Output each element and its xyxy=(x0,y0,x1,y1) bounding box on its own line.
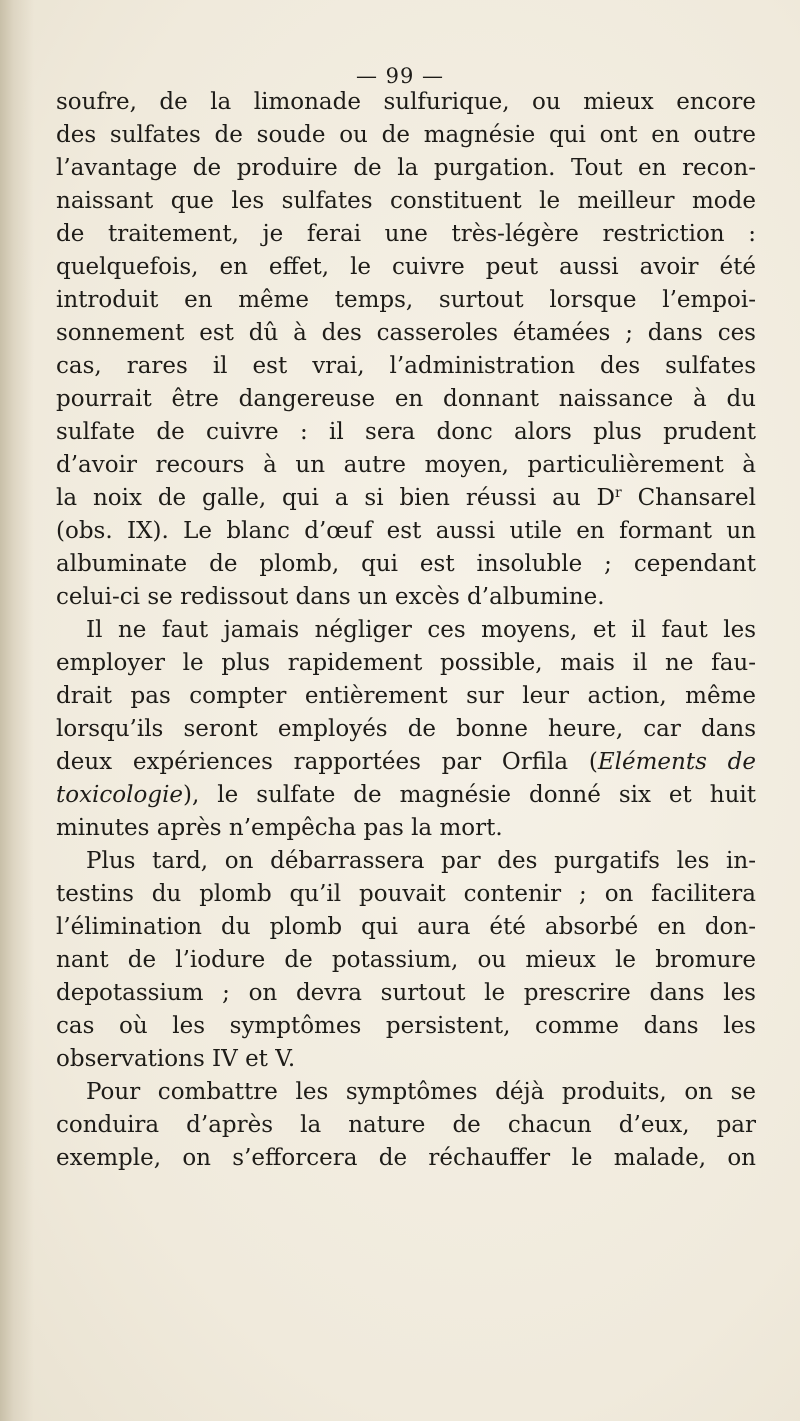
text-line: observations IV et V. xyxy=(56,1046,296,1072)
text-line: quelquefois, en effet, le cuivre peut aussi avoir été xyxy=(56,254,756,280)
text-line: celui-ci se redissout dans un excès d’albumine. xyxy=(56,584,605,610)
text-line: nant de l’iodure de potassium, ou mieux le bromure xyxy=(56,947,756,973)
paragraph-2 xyxy=(56,614,756,845)
text-line: naissant que les sulfates constituent le meilleur mode xyxy=(56,188,756,214)
text-line: (obs. IX). Le blanc d’œuf est aussi utile en formant un xyxy=(56,518,756,544)
text-line: Plus tard, on débarrassera par des purgatifs les in- xyxy=(86,848,756,874)
italic-title: Eléments de xyxy=(597,749,756,775)
text-line: cas, rares il est vrai, l’administration des sulfates xyxy=(56,353,756,379)
text-line: soufre, de la limonade sulfurique, ou mieux encore xyxy=(56,89,756,115)
text-line: drait pas compter entièrement sur leur action, même xyxy=(56,683,756,709)
text-segment: la noix de galle, qui a si bien réussi au D xyxy=(56,485,615,511)
text-line: d’avoir recours à un autre moyen, particulièrement à xyxy=(56,452,756,478)
binding-shadow xyxy=(0,0,34,1421)
text-line xyxy=(56,482,756,515)
text-segment: ), le sulfate de magnésie donné six et huit xyxy=(183,782,756,808)
text-line: employer le plus rapidement possible, mais il ne fau- xyxy=(56,650,756,676)
body-text xyxy=(56,86,756,1175)
text-line: albuminate de plomb, qui est insoluble ; cependant xyxy=(56,551,756,577)
page-number: — 99 — xyxy=(355,64,445,88)
text-line: l’avantage de produire de la purgation. Tout en recon- xyxy=(56,155,756,181)
text-line: exemple, on s’efforcera de réchauffer le malade, on xyxy=(56,1145,756,1171)
paragraph-1 xyxy=(56,86,756,614)
text-line: sulfate de cuivre : il sera donc alors plus prudent xyxy=(56,419,756,445)
text-line: minutes après n’empêcha pas la mort. xyxy=(56,815,503,841)
text-line: testins du plomb qu’il pouvait contenir ; on facilitera xyxy=(56,881,756,907)
text-line: sonnement est dû à des casseroles étamées ; dans ces xyxy=(56,320,756,346)
text-line: Pour combattre les symptômes déjà produits, on se xyxy=(86,1079,756,1105)
text-line: lorsqu’ils seront employés de bonne heure, car dans xyxy=(56,716,756,742)
text-line: des sulfates de soude ou de magnésie qui ont en outre xyxy=(56,122,756,148)
text-segment: deux expériences rapportées par Orfila ( xyxy=(56,749,598,775)
text-line xyxy=(56,779,756,812)
text-line: l’élimination du plomb qui aura été absorbé en don- xyxy=(56,914,756,940)
text-line: Il ne faut jamais négliger ces moyens, et il faut les xyxy=(86,617,756,643)
superscript: r xyxy=(614,485,622,501)
text-line xyxy=(56,746,756,779)
text-line: de traitement, je ferai une très-légère restriction : xyxy=(56,221,756,247)
paragraph-3 xyxy=(56,845,756,1076)
text-line: pourrait être dangereuse en donnant naissance à du xyxy=(56,386,756,412)
paragraph-4 xyxy=(56,1076,756,1175)
italic-title: toxicologie xyxy=(56,782,184,808)
text-line: depotassium ; on devra surtout le prescrire dans les xyxy=(56,980,756,1006)
text-line: cas où les symptômes persistent, comme dans les xyxy=(56,1013,756,1039)
text-line: introduit en même temps, surtout lorsque l’empoi- xyxy=(56,287,756,313)
text-line: conduira d’après la nature de chacun d’eux, par xyxy=(56,1112,756,1138)
text-segment: Chansarel xyxy=(621,485,756,511)
